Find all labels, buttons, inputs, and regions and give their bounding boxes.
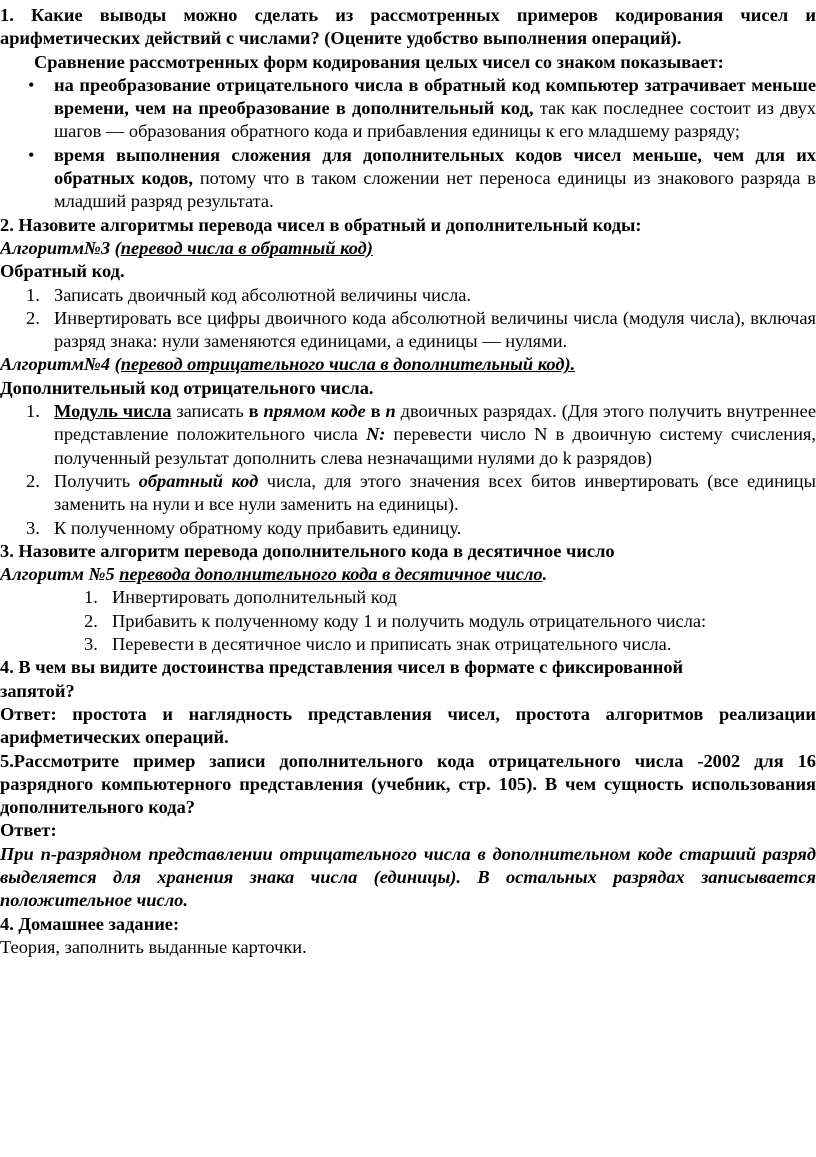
alg5-heading: Алгоритм №5 перевода дополнительного кода в десятичное число. [0,564,548,585]
list-item: • на преобразование отрицательного числа в обратный код компьютер затрачивает меньше времени, чем на преобразование в дополнительный код, так как последнее состоит из двух шагов — образования обратного кода и прибавления единицы к его младшему разряду; [54,74,816,144]
add-code-steps [0,400,816,540]
q1-bullet-list [0,74,816,214]
list-item: 2. Инвертировать все цифры двоичного кода абсолютной величины числа (модуля числа), включая разряд знака: нули заменяются единицами, а единицы — нулями. [26,307,816,352]
homework-title: 4. Домашнее задание: [0,913,180,934]
list-item: 1. Инвертировать дополнительный код [84,587,397,608]
reverse-code-steps [0,284,816,354]
alg5-steps [0,586,816,656]
q4-title: 4. В чем вы видите достоинства представления чисел в формате с фиксированной запятой? [0,657,684,701]
alg3-heading: Алгоритм№3 (перевод числа в обратный код) [0,237,373,258]
q2-title: 2. Назовите алгоритмы перевода чисел в обратный и дополнительный коды: [0,214,642,235]
list-item: 2. Получить обратный код числа, для этого значения всех битов инвертировать (все единицы заменить на нули и все нули заменить на единицы). [26,470,816,515]
reverse-code-heading: Обратный код. [0,261,125,282]
list-item: 2. Прибавить к полученному коду 1 и получить модуль отрицательного числа: [84,610,707,631]
q5-title: 5.Рассмотрите пример записи дополнительного кода отрицательного числа -2002 для 16 разрядного компьютерного представления (учебник, стр. 105). В чем сущность использования дополнительного кода? [0,750,816,818]
q5-answer: При n-разрядном представлении отрицательного числа в дополнительном коде старший разряд выделяется для хранения знака числа (единицы). В остальных разрядах записывается положительное число. [0,843,816,911]
list-item: 3. Перевести в десятичное число и приписать знак отрицательного числа. [84,634,672,655]
q5-answer-label: Ответ: [0,820,57,841]
q1-title: 1. Какие выводы можно сделать из рассмотренных примеров кодирования чисел и арифметических действий с числами? (Оцените удобство выполнения операций). [0,5,816,49]
q4-answer: Ответ: простота и наглядность представления чисел, простота алгоритмов реализации арифметических операций. [0,703,816,748]
list-item: 3. К полученному обратному коду прибавить единицу. [26,517,462,538]
q3-title: 3. Назовите алгоритм перевода дополнительного кода в десятичное число [0,540,615,561]
list-item: 1. Записать двоичный код абсолютной величины числа. [26,284,472,305]
q1-comparison: Сравнение рассмотренных форм кодирования целых чисел со знаком показывает: [34,51,724,72]
list-item: 1. Модуль числа записать в прямом коде в n двоичных разрядах. (Для этого получить внутреннее представление положительного числа N: перевести число N в двоичную систему счисления, полученный результат дополнить слева незначащими нулями до k разрядов) [26,401,816,468]
list-item: • время выполнения сложения для дополнительных кодов чисел меньше, чем для их обратных кодов, потому что в таком сложении нет переноса единицы из знакового разряда в младший разряд результата. [54,144,816,214]
homework-text: Теория, заполнить выданные карточки. [0,936,307,957]
alg4-heading: Алгоритм№4 (перевод отрицательного числа в дополнительный код). [0,354,576,375]
add-code-heading: Дополнительный код отрицательного числа. [0,377,374,398]
